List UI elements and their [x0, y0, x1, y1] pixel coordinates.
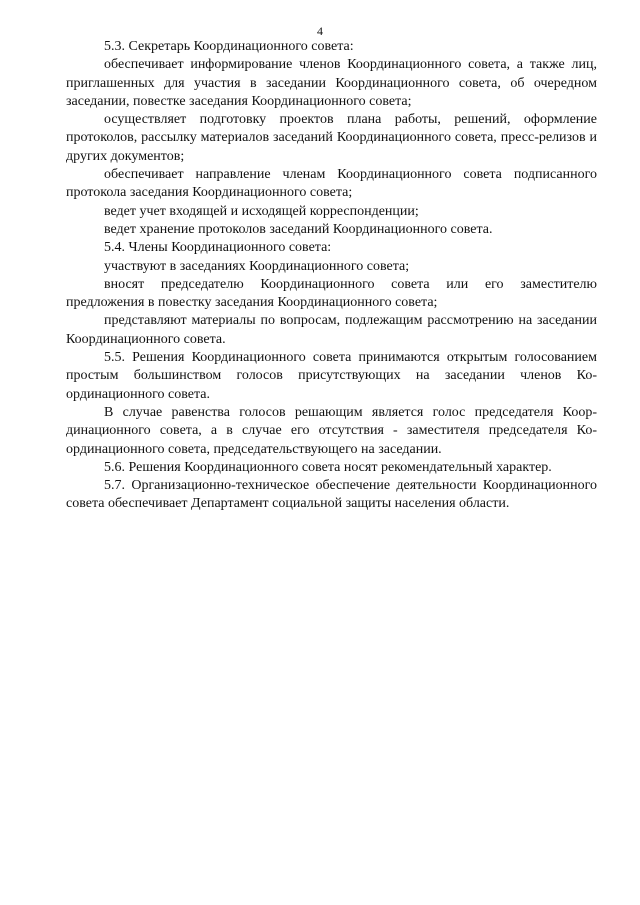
document-body: [66, 38, 597, 514]
paragraph-secretary-correspondence: ведет учет входящей и исходящей корреспонденции;: [104, 203, 419, 219]
section-5-6-paragraph: 5.6. Решения Координационного совета носят рекомендательный характер.: [104, 459, 552, 475]
section-5-7-paragraph: 5.7. Организационно-техническое обеспечение деятельности Координационного совета обеспечивает Департамент социальной защиты населения области.: [66, 478, 597, 512]
section-5-4-heading: 5.4. Члены Координационного совета:: [104, 240, 332, 256]
paragraph-secretary-prepares: осуществляет подготовку проектов плана работы, решений, оформление протоколов, рассылку материалов заседаний Координационного совета, пресс-релизов и других документов;: [66, 112, 597, 164]
paragraph-secretary-storage: ведет хранение протоколов заседаний Координационного совета.: [104, 221, 493, 237]
paragraph-tie-vote: В случае равенства голосов решающим является голос председателя Координационного совета, а в случае его отсутствия - заместителя председателя Координационного совета, председательствующего на заседании.: [66, 404, 597, 457]
paragraph-secretary-sends-protocol: обеспечивает направление членам Координационного совета подписанного протокола заседания Координационного совета;: [66, 167, 597, 201]
paragraph-members-materials: представляют материалы по вопросам, подлежащим рассмотрению на заседании Координационного совета.: [66, 313, 597, 347]
page-number: 4: [317, 24, 323, 38]
paragraph-members-participate: участвуют в заседаниях Координационного совета;: [104, 258, 410, 274]
section-5-3-heading: 5.3. Секретарь Координационного совета:: [104, 39, 354, 54]
section-5-5-paragraph: 5.5. Решения Координационного совета принимаются открытым голосованием простым большинством голосов присутствующих на заседании членов Координационного совета.: [66, 350, 597, 402]
paragraph-members-propose: вносят председателю Координационного совета или его заместителю предложения в повестку заседания Координационного совета;: [66, 276, 597, 311]
paragraph-secretary-informs: обеспечивает информирование членов Координационного совета, а также лиц, приглашенных для участия в заседании Координационного совета, об очередном заседании, повестке заседания Координационного совета;: [66, 57, 597, 109]
